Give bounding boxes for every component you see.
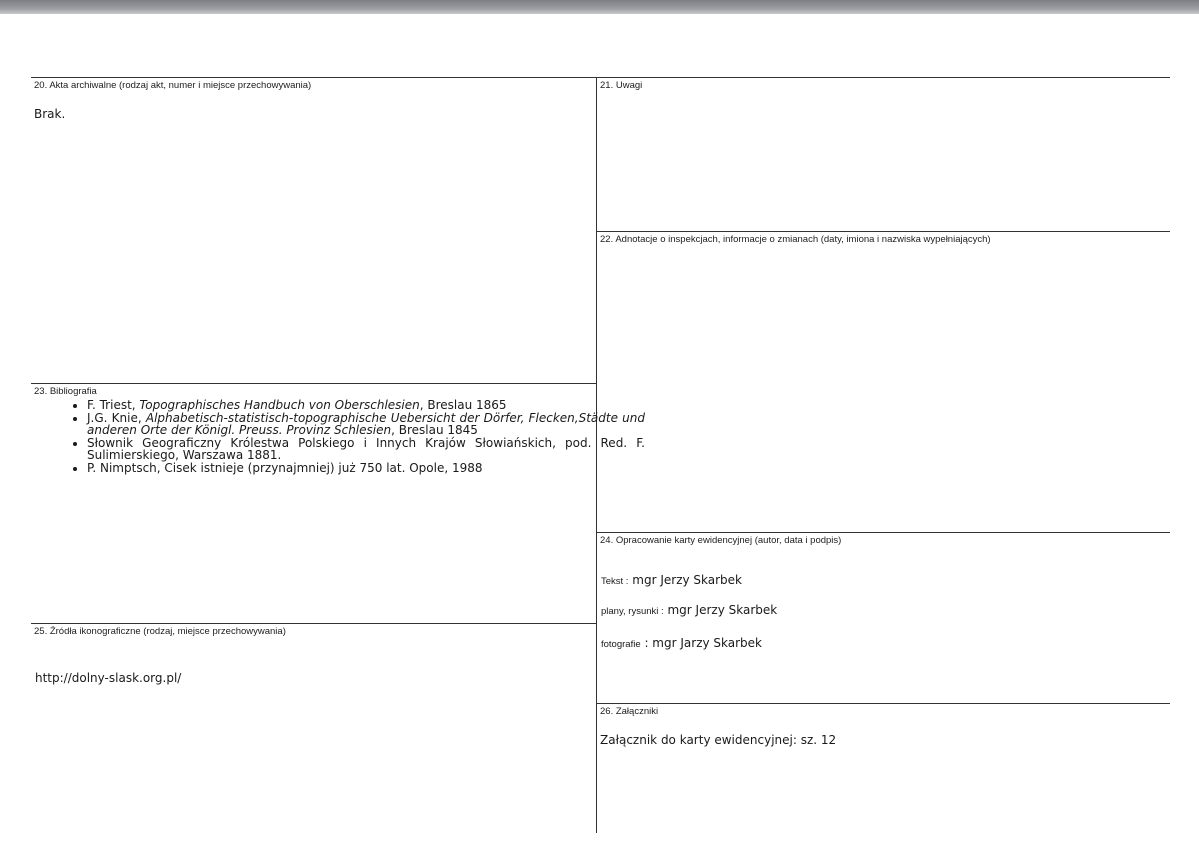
tekst-row xyxy=(601,573,742,587)
bibliography-item: • J.G. Knie, Alphabetisch-statistisch-topographische Uebersicht der Dörfer, Flecken,Städte und anderen Orte der Königl. Preuss. Provinz Schlesien, Breslau 1845 xyxy=(87,412,645,437)
foto-label: fotografie xyxy=(601,639,641,650)
section-26-label: 26. Załączniki xyxy=(600,706,659,717)
section-25-label: 25. Źródła ikonograficzne (rodzaj, miejsce przechowywania) xyxy=(34,626,286,637)
divider-23-25 xyxy=(31,623,596,624)
plany-value: mgr Jerzy Skarbek xyxy=(667,603,778,617)
bibliography-item: • P. Nimptsch, Cisek istnieje (przynajmniej) już 750 lat. Opole, 1988 xyxy=(87,462,645,475)
section-21-label: 21. Uwagi xyxy=(600,80,643,91)
divider-top xyxy=(31,77,1170,78)
bibliography-list xyxy=(36,399,645,475)
foto-value: : mgr Jarzy Skarbek xyxy=(644,636,762,650)
divider-22-24 xyxy=(596,532,1170,533)
section-23-label: 23. Bibliografia xyxy=(34,386,97,397)
divider-20-23 xyxy=(31,383,596,384)
section-24-label: 24. Opracowanie karty ewidencyjnej (autor, data i podpis) xyxy=(600,535,842,546)
plany-label: plany, rysunki : xyxy=(601,606,664,617)
section-26-value: Załącznik do karty ewidencyjnej: sz. 12 xyxy=(600,733,837,747)
section-20-value: Brak. xyxy=(34,107,66,121)
bibliography-item: • F. Triest, Topographisches Handbuch von Oberschlesien, Breslau 1865 xyxy=(87,399,645,412)
scan-top-bar xyxy=(0,0,1199,14)
plany-row xyxy=(601,603,777,617)
section-25-link[interactable]: http://dolny-slask.org.pl/ xyxy=(35,671,182,685)
section-20-label: 20. Akta archiwalne (rodzaj akt, numer i miejsce przechowywania) xyxy=(34,80,312,91)
divider-24-26 xyxy=(596,703,1170,704)
section-22-label: 22. Adnotacje o inspekcjach, informacje o zmianach (daty, imiona i nazwiska wypełniających) xyxy=(600,234,991,245)
bibliography-item: • Słownik Geograficzny Królestwa Polskiego i Innych Krajów Słowiańskich, pod. Red. F. Sulimierskiego, Warszawa 1881. xyxy=(87,437,645,462)
tekst-label: Tekst : xyxy=(601,576,629,587)
tekst-value: mgr Jerzy Skarbek xyxy=(632,573,742,587)
divider-21-22 xyxy=(596,231,1170,232)
foto-row xyxy=(601,636,762,650)
